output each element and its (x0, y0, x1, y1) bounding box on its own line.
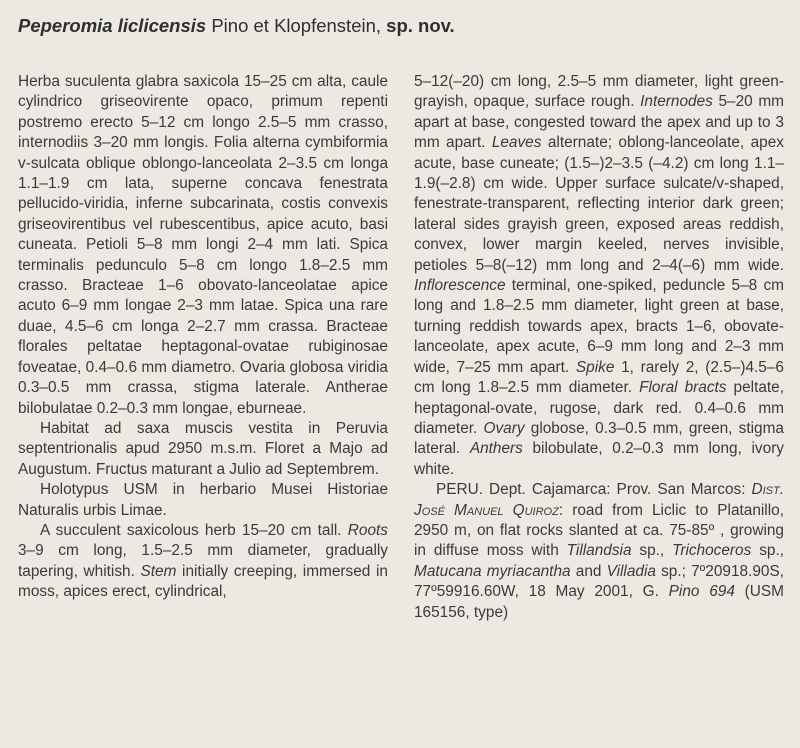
tillandsia-name: Tillandsia (566, 542, 632, 560)
floral-bracts-label: Floral bracts (639, 379, 727, 397)
specimen-citation (414, 480, 784, 623)
roots-label: Roots (347, 521, 388, 539)
leaves-label: Leaves (491, 134, 542, 152)
description-intro: A succulent saxicolous herb 15–20 cm tall. (40, 521, 348, 539)
english-description-cont (414, 72, 784, 480)
ovary-label: Ovary (483, 419, 525, 437)
collector-number: Pino 694 (668, 583, 735, 601)
latin-habitat: Habitat ad saxa muscis vestita in Peruvia septentrionalis apud 2950 m.s.m. Floret a Majo ad Augustum. Fructus maturant a Julio ad Septembrem. (18, 419, 388, 478)
species-status: sp. nov. (386, 15, 455, 36)
right-column (414, 72, 784, 623)
left-column (18, 72, 388, 623)
inflorescence-text: terminal, one-spiked, peduncle 5–8 cm long and 1.8–2.5 mm diameter, light green at base, turning reddish towards apex, bracts 1–6, obovate-lanceolate, apex acute, 6–9 mm long and 2–3 mm wide, 7–25 mm apart. (414, 277, 784, 376)
stem-text: initially creeping, immersed in moss, apices erect, cylindrical, (18, 562, 388, 601)
species-authors: Pino et Klopfenstein, (206, 15, 387, 36)
inflorescence-label: Inflorescence (414, 277, 506, 295)
anthers-text: bilobulate, 0.2–0.3 mm long, ivory white. (414, 440, 784, 478)
specimen-district: Dist. José Manuel Quiroz (414, 481, 784, 519)
latin-holotype: Holotypus USM in herbario Musei Historiae Naturalis urbis Limae. (18, 481, 388, 519)
internodes-text: 5–20 mm apart at base, congested toward the apex and up to 3 mm apart. (414, 93, 784, 152)
specimen-locality: PERU. Dept. Cajamarca: Prov. San Marcos: (436, 481, 752, 499)
anthers-label: Anthers (469, 440, 523, 458)
specimen-text-3: sp., (751, 542, 784, 560)
matucana-name: Matucana myriacantha (414, 562, 571, 580)
leaves-text: alternate; oblong-lanceolate, apex acute, base cuneate; (1.5–)2–3.5 (–4.2) cm long 1.1–1.9(–2.8) cm wide. Upper surface sulcate/v-shaped, fenestrate-transparent, reflecting interior dark green; lateral sides grayish green, exposed areas reddish, convex, lower margin keeled, nerves invisible, petioles 5–8(–12) mm long and 2–4(–6) mm wide. (414, 134, 784, 274)
species-heading (18, 14, 782, 38)
ovary-text: globose, 0.3–0.5 mm, green, stigma lateral. (414, 419, 784, 458)
specimen-text-2: sp., (631, 542, 673, 560)
internodes-label: Internodes (640, 93, 713, 111)
text-columns (18, 72, 784, 623)
latin-diagnosis: Herba suculenta glabra saxicola 15–25 cm alta, caule cylindrico griseovirente opaco, primum repenti postremo erecto 5–12 cm longo 2.5–5 mm crasso, internodiis 3–20 mm longis. Folia alterna cymbiformia v-sulcata oblique oblongo-lanceolata 2–3.5 cm longa 1.1–1.9 cm lata, superne concava fenestrata pellucido-viridia, inferne subcarinata, costis convexis griseovirentibus vel rubescentibus, apice acuto, basi cuneata. Petioli 5–8 mm longi 2–4 mm lati. Spica terminalis pedunculo 5–8 cm longo 1.8–2.5 mm crasso. Bracteae 1–6 obovato-lanceolatae apice acuto 6–9 mm longae 2–3 mm latae. Spica una rare duae, 4.5–6 cm longa 2–2.7 mm crassa. Bracteae florales peltatae heptagonal-ovatae rubiginosae foveatae, 0.4–0.6 mm diametro. Ovaria globosa viridia 0.3–0.5 mm crassa, stigma laterale. Antherae bilobulatae 0.2–0.3 mm longae, eburneae. (18, 73, 388, 417)
species-name: Peperomia liclicensis (18, 15, 207, 36)
specimen-text-4: and (570, 562, 607, 580)
trichoceros-name: Trichoceros (672, 542, 752, 560)
specimen-text-5: sp.; 7º20918.90S, 77º59916.60W, 18 May 2001, G. (414, 562, 785, 601)
specimen-text-6: (USM 165156, type) (414, 583, 784, 621)
villadia-name: Villadia (606, 562, 656, 580)
spike-text: 1, rarely 2, (2.5–)4.5–6 cm long 1.8–2.5 mm diameter. (414, 358, 784, 397)
spike-label: Spike (575, 358, 615, 376)
roots-text: 3–9 cm long, 1.5–2.5 mm diameter, gradually tapering, whitish. (18, 542, 388, 580)
floral-bracts-text: peltate, heptagonal-ovate, rugose, dark red. 0.4–0.6 mm diameter. (414, 379, 785, 437)
specimen-text-1: : road from Liclic to Platanillo, 2950 m, on flat rocks slanted at ca. 75-85º , growing in diffuse moss with (414, 501, 784, 560)
stem-cont-text: 5–12(–20) cm long, 2.5–5 mm diameter, light green-grayish, opaque, surface rough. (414, 73, 784, 111)
english-description-start (18, 521, 388, 603)
stem-label: Stem (140, 562, 177, 580)
